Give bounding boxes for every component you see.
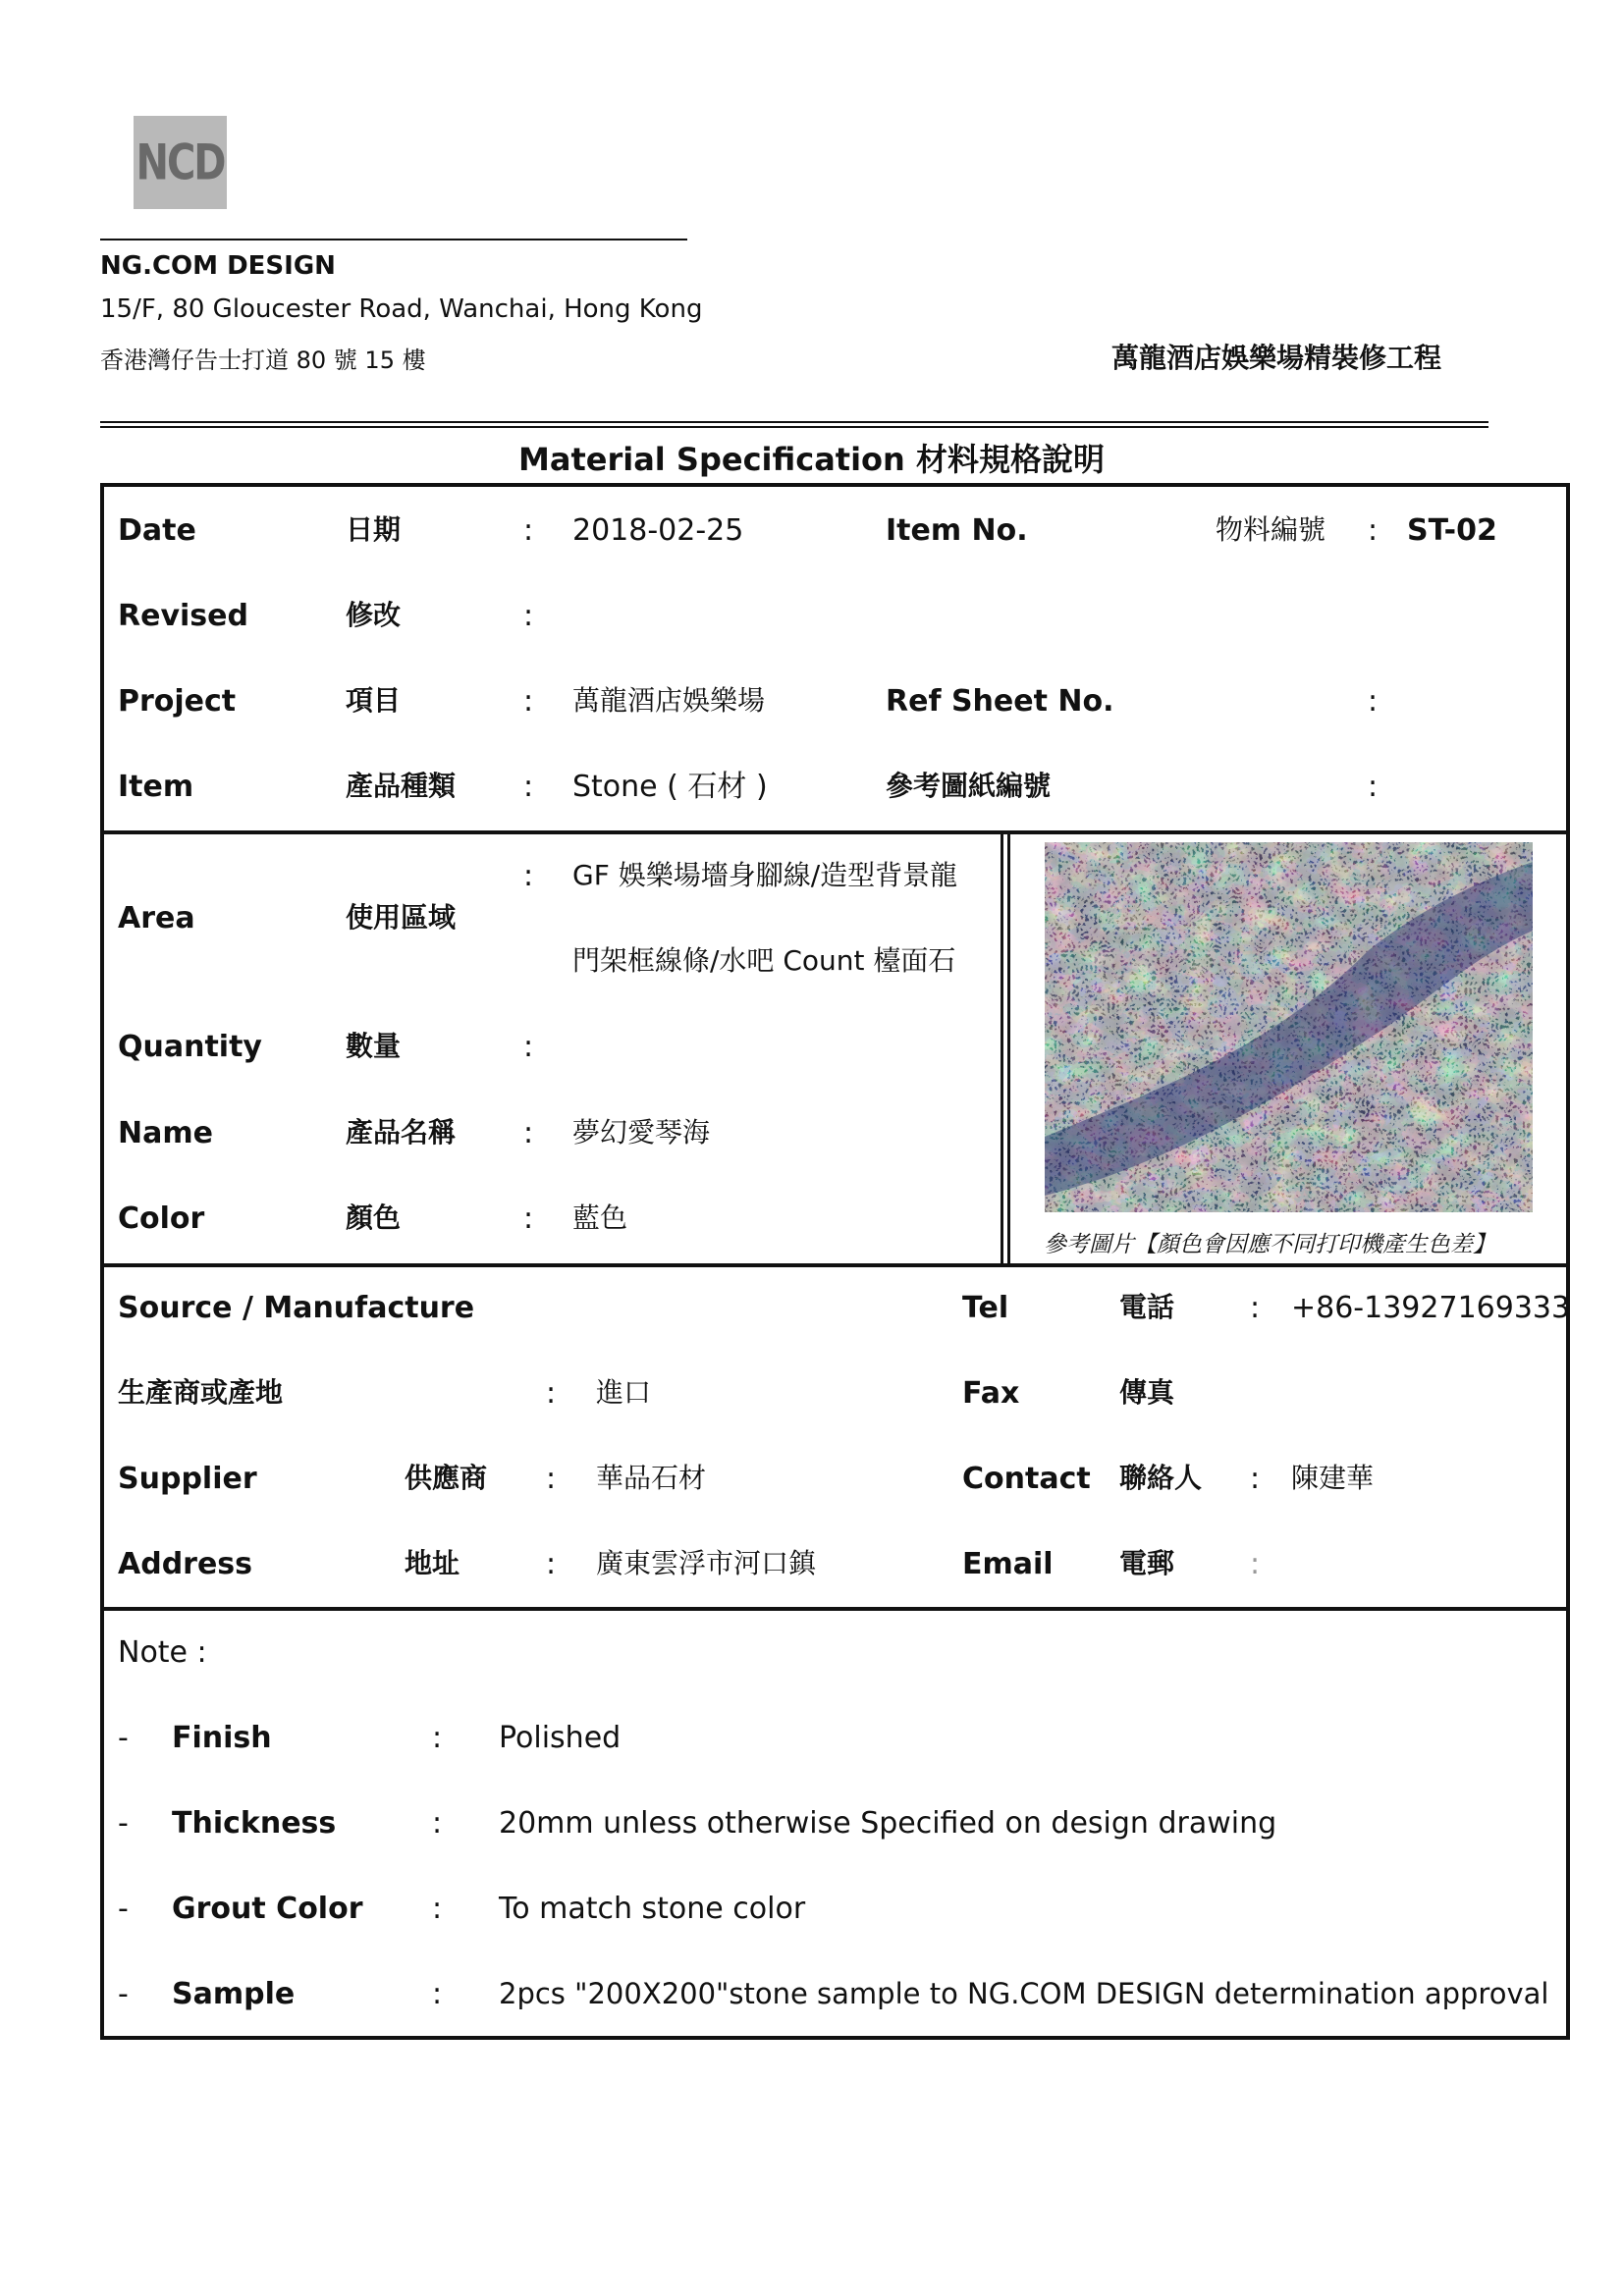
quantity-colon: :	[523, 1030, 534, 1064]
project-colon: :	[523, 684, 534, 719]
image-caption: 參考圖片【顏色會因應不同打印機產生色差】	[1044, 1232, 1495, 1257]
name-label: Name	[118, 1116, 213, 1150]
item-no-colon: :	[1368, 513, 1379, 548]
revised-colon: :	[523, 599, 534, 633]
tel-label-zh: 電話	[1119, 1291, 1175, 1323]
ref-sheet-label-zh: 參考圖紙編號	[886, 770, 1052, 802]
ref-sheet-colon: :	[1368, 684, 1379, 719]
note-heading: Note :	[118, 1635, 207, 1670]
logo-text: NCD	[135, 133, 225, 191]
note-value-sample: 2pcs "200X200"stone sample to NG.COM DESIGN determination approval	[499, 1977, 1549, 2010]
document-title: Material Specification 材料規格說明	[518, 441, 1105, 478]
project-label: Project	[118, 684, 237, 719]
company-address-zh: 香港灣仔告士打道 80 號 15 樓	[100, 347, 426, 374]
address-label-zh: 地址	[405, 1547, 460, 1579]
color-label: Color	[118, 1201, 205, 1236]
source-value: 進口	[596, 1376, 652, 1409]
quantity-label: Quantity	[118, 1030, 262, 1064]
note-label-grout-color: Grout Color	[172, 1892, 363, 1926]
item-label-zh: 產品種類	[346, 770, 457, 802]
date-label-zh: 日期	[346, 513, 402, 546]
area-colon: :	[523, 859, 534, 893]
note-label-sample: Sample	[172, 1977, 296, 2011]
color-colon: :	[523, 1201, 534, 1236]
revised-label-zh: 修改	[346, 599, 402, 631]
project-value: 萬龍酒店娛樂場	[572, 684, 766, 717]
address-colon: :	[546, 1547, 557, 1581]
note-bullet: -	[118, 1892, 129, 1926]
tel-value: +86-13927169333	[1291, 1291, 1571, 1325]
contact-colon: :	[1250, 1462, 1261, 1496]
area-value-line2: 門架框線條/水吧 Count 檯面石	[572, 944, 956, 977]
ref-sheet-label: Ref Sheet No.	[886, 684, 1114, 719]
supplier-value: 華品石材	[596, 1462, 707, 1494]
name-value: 夢幻愛琴海	[572, 1116, 711, 1148]
item-no-label: Item No.	[886, 513, 1028, 548]
stone-sample-image	[1045, 842, 1533, 1212]
name-colon: :	[523, 1116, 534, 1150]
date-value: 2018-02-25	[572, 513, 744, 548]
revised-label: Revised	[118, 599, 248, 633]
note-colon: :	[432, 1892, 443, 1926]
address-value: 廣東雲浮市河口鎮	[596, 1547, 817, 1579]
email-label-zh: 電郵	[1119, 1547, 1175, 1579]
contact-label: Contact	[962, 1462, 1091, 1496]
source-colon: :	[546, 1376, 557, 1411]
source-label-zh: 生產商或產地	[118, 1376, 284, 1409]
general-info-box	[100, 483, 1570, 834]
note-bullet: -	[118, 1977, 129, 2011]
project-label-zh: 項目	[346, 684, 402, 717]
note-colon: :	[432, 1977, 443, 2011]
note-bullet: -	[118, 1806, 129, 1841]
image-separator	[1001, 834, 1010, 1263]
source-label: Source / Manufacture	[118, 1291, 475, 1325]
quantity-label-zh: 數量	[346, 1030, 402, 1062]
project-heading: 萬龍酒店娛樂場精裝修工程	[1111, 342, 1442, 374]
fax-label-zh: 傳真	[1119, 1376, 1175, 1409]
email-label: Email	[962, 1547, 1054, 1581]
note-label-finish: Finish	[172, 1721, 272, 1755]
email-colon: :	[1250, 1547, 1261, 1581]
name-label-zh: 產品名稱	[346, 1116, 457, 1148]
note-bullet: -	[118, 1721, 129, 1755]
item-no-label-zh: 物料編號	[1216, 513, 1326, 546]
note-colon: :	[432, 1806, 443, 1841]
date-label: Date	[118, 513, 196, 548]
fax-label: Fax	[962, 1376, 1020, 1411]
contact-value: 陳建華	[1291, 1462, 1375, 1494]
item-colon: :	[523, 770, 534, 804]
note-value-finish: Polished	[499, 1721, 622, 1755]
address-label: Address	[118, 1547, 253, 1581]
ref-sheet-zh-colon: :	[1368, 770, 1379, 804]
area-label-zh: 使用區域	[346, 901, 457, 934]
tel-colon: :	[1250, 1291, 1261, 1325]
color-label-zh: 顏色	[346, 1201, 402, 1234]
color-value: 藍色	[572, 1201, 628, 1234]
area-label: Area	[118, 901, 195, 935]
supplier-label-zh: 供應商	[405, 1462, 488, 1494]
company-address-en: 15/F, 80 Gloucester Road, Wanchai, Hong Kong	[100, 294, 703, 324]
company-name: NG.COM DESIGN	[100, 251, 336, 281]
item-value: Stone ( 石材 )	[572, 770, 768, 804]
note-label-thickness: Thickness	[172, 1806, 337, 1841]
header-divider	[100, 239, 687, 240]
title-divider	[100, 421, 1488, 428]
company-logo	[134, 116, 227, 209]
date-colon: :	[523, 513, 534, 548]
tel-label: Tel	[962, 1291, 1009, 1325]
contact-label-zh: 聯絡人	[1119, 1462, 1203, 1494]
note-colon: :	[432, 1721, 443, 1755]
area-value-line1: GF 娛樂場墻身腳線/造型背景龍	[572, 859, 958, 891]
item-no-value: ST-02	[1407, 513, 1497, 548]
supplier-label: Supplier	[118, 1462, 257, 1496]
note-value-grout-color: To match stone color	[499, 1892, 806, 1926]
item-label: Item	[118, 770, 194, 804]
note-value-thickness: 20mm unless otherwise Specified on design drawing	[499, 1806, 1277, 1841]
supplier-colon: :	[546, 1462, 557, 1496]
